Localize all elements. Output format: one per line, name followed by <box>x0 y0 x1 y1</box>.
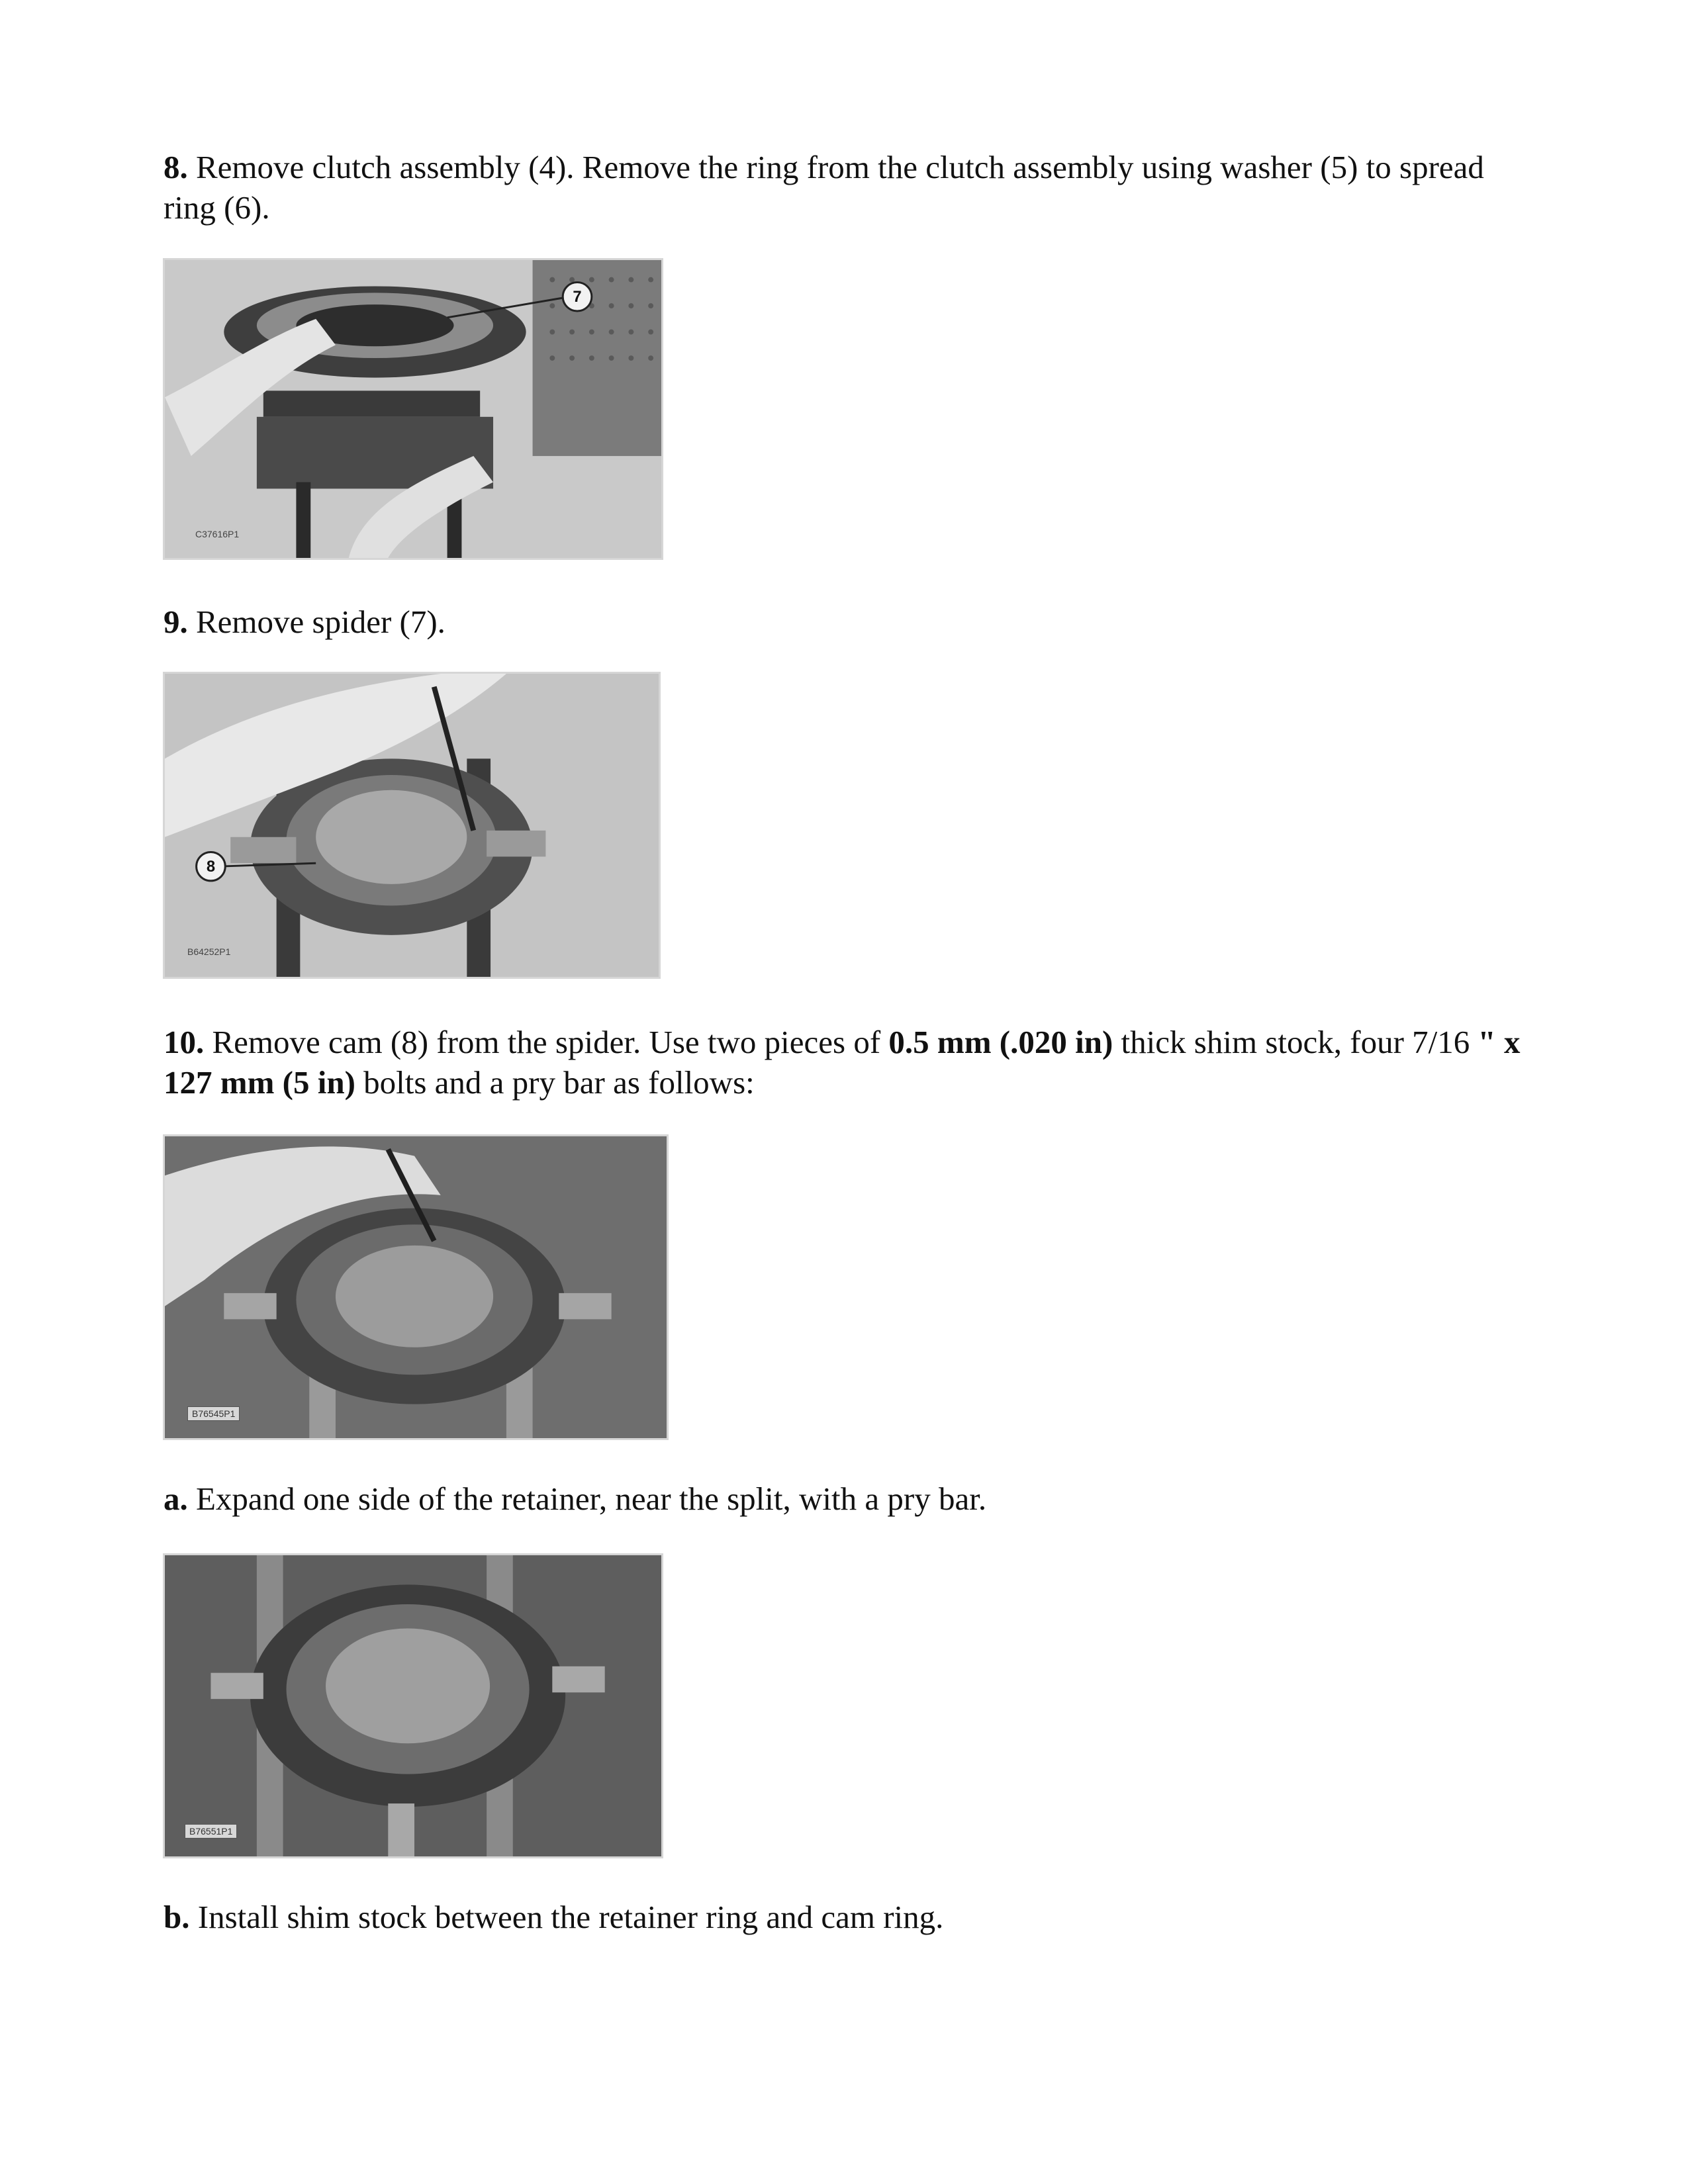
spider-removal-photo <box>163 672 661 979</box>
bolt-size: " x 127 mm (5 in) <box>164 1024 1521 1101</box>
step-number: b. <box>164 1899 190 1935</box>
cam-removal-photo <box>163 1134 669 1440</box>
shim-thickness: 0.5 mm (.020 in) <box>888 1024 1113 1060</box>
step-number: 9. <box>164 604 188 640</box>
retainer-expand-photo <box>163 1553 663 1858</box>
step-b-text <box>164 1897 1521 1937</box>
step-9-text <box>164 602 1521 642</box>
figure-code: B64252P1 <box>187 946 231 957</box>
figure-code: C37616P1 <box>195 529 240 539</box>
callout-label: 8 <box>206 858 216 876</box>
clutch-assembly-photo <box>163 258 663 560</box>
step-instruction: thick shim stock, four 7/16 <box>1113 1024 1478 1060</box>
step-number: 10. <box>164 1024 205 1060</box>
step-number: a. <box>164 1480 188 1517</box>
callout-label: 7 <box>573 289 582 306</box>
step-instruction: bolts and a pry bar as follows: <box>355 1064 755 1101</box>
step-number: 8. <box>164 149 188 185</box>
figure-code: B76545P1 <box>187 1406 240 1421</box>
step-a-text <box>164 1479 1521 1519</box>
step-instruction: Expand one side of the retainer, near the split, with a pry bar. <box>187 1480 987 1517</box>
step-8-text <box>164 147 1521 228</box>
step-instruction: Remove spider (7). <box>187 604 445 640</box>
step-10-text <box>164 1022 1521 1103</box>
step-instruction: Install shim stock between the retainer ring and cam ring. <box>189 1899 944 1935</box>
step-instruction: Remove clutch assembly (4). Remove the ring from the clutch assembly using washer (5) to spread ring (6). <box>164 149 1484 226</box>
step-instruction: Remove cam (8) from the spider. Use two pieces of <box>204 1024 889 1060</box>
figure-code: B76551P1 <box>185 1824 237 1839</box>
